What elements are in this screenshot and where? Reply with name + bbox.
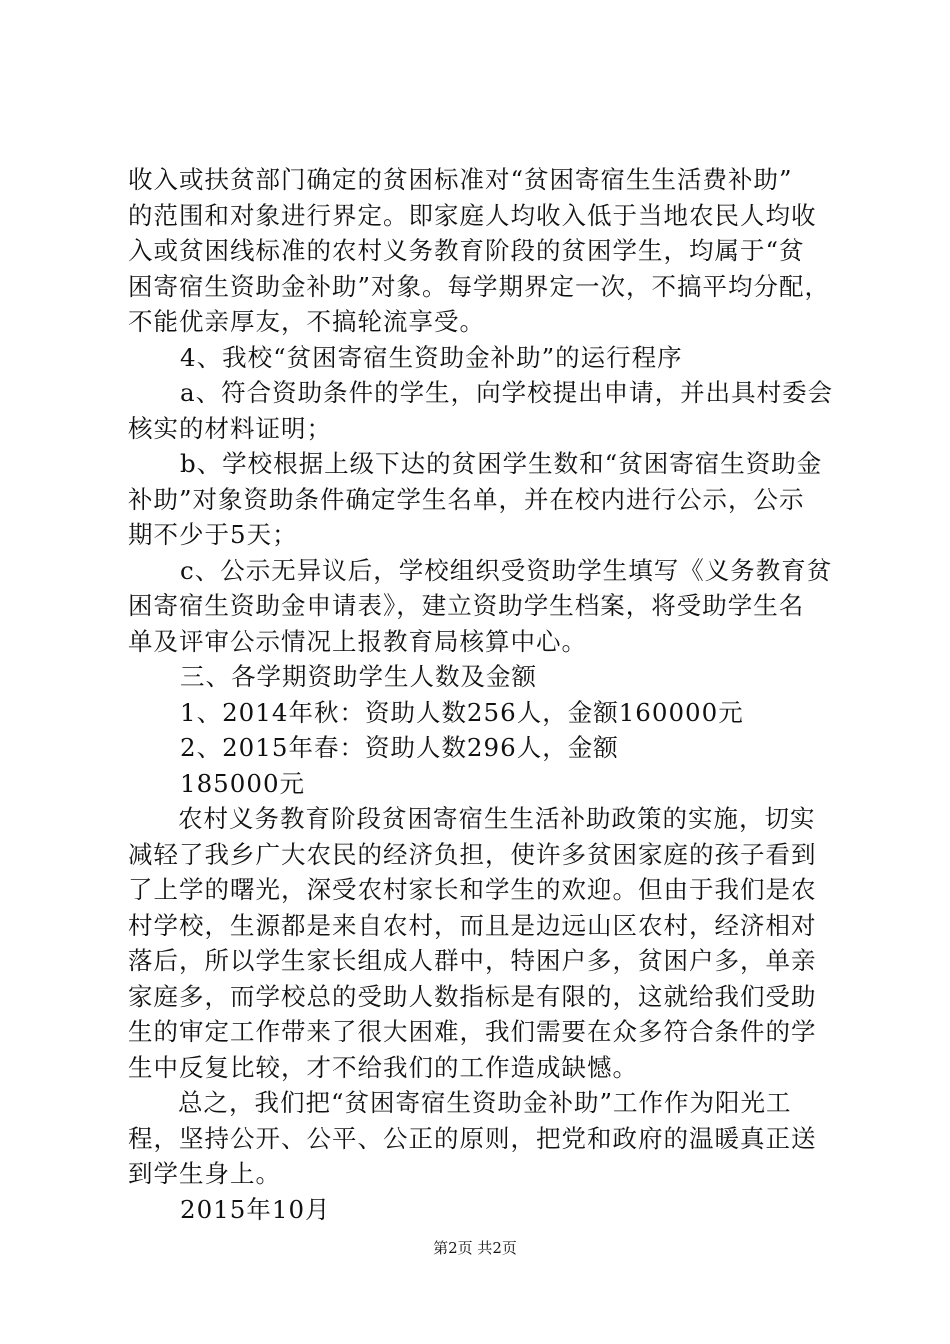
text-line: 村学校，生源都是来自农村，而且是边远山区农村，经济相对 xyxy=(128,910,817,940)
section-heading: 三、各学期资助学生人数及金额 xyxy=(180,662,537,691)
text-line: 总之，我们把“贫困寄宿生资助金补助”工作作为阳光工 xyxy=(178,1088,792,1117)
document-date: 2015年10月 xyxy=(180,1194,331,1224)
section-heading: 4、我校“贫困寄宿生资助金补助”的运行程序 xyxy=(180,342,683,372)
text-line: 1、2014年秋：资助人数256人，金额160000元 xyxy=(180,697,744,727)
text-line: 核实的材料证明； xyxy=(128,413,332,443)
text-line: 补助”对象资助条件确定学生名单，并在校内进行公示，公示 xyxy=(128,484,805,514)
text-line: 落后，所以学生家长组成人群中，特困户多，贫困户多，单亲 xyxy=(128,946,817,975)
text-line: 的范围和对象进行界定。即家庭人均收入低于当地农民人均收 xyxy=(128,200,817,230)
document-body xyxy=(128,162,834,1227)
text-line: 困寄宿生资助金申请表》，建立资助学生档案，将受助学生名 xyxy=(128,591,805,620)
text-line: 期不少于5天； xyxy=(128,520,298,549)
text-line: 了上学的曙光，深受农村家长和学生的欢迎。但由于我们是农 xyxy=(128,875,817,904)
page-number: 第2页 共2页 xyxy=(433,1239,517,1257)
text-line: a、符合资助条件的学生，向学校提出申请，并出具村委会 xyxy=(180,378,834,407)
text-line: 程，坚持公开、公平、公正的原则，把党和政府的温暖真正送 xyxy=(128,1123,817,1153)
text-line: 减轻了我乡广大农民的经济负担，使许多贫困家庭的孩子看到 xyxy=(128,839,817,869)
page-footer xyxy=(0,1238,950,1258)
text-line: 生中反复比较，才不给我们的工作造成缺憾。 xyxy=(128,1052,638,1082)
text-line: 困寄宿生资助金补助”对象。每学期界定一次，不搞平均分配， xyxy=(128,271,831,301)
text-line: 农村义务教育阶段贫困寄宿生生活补助政策的实施，切实 xyxy=(178,804,816,833)
text-line: 生的审定工作带来了很大困难，我们需要在众多符合条件的学 xyxy=(128,1017,817,1046)
text-line: 到学生身上。 xyxy=(128,1159,281,1188)
text-line: 单及评审公示情况上报教育局核算中心。 xyxy=(128,626,587,656)
text-line: 收入或扶贫部门确定的贫困标准对“贫困寄宿生生活费补助” xyxy=(128,165,793,194)
text-line: b、学校根据上级下达的贫困学生数和“贫困寄宿生资助金 xyxy=(180,449,823,478)
text-line: c、公示无异议后，学校组织受资助学生填写《义务教育贫 xyxy=(180,555,833,585)
text-line: 2、2015年春：资助人数296人，金额 xyxy=(180,733,619,762)
text-line: 入或贫困线标准的农村义务教育阶段的贫困学生，均属于“贫 xyxy=(128,236,805,265)
text-line: 185000元 xyxy=(180,768,306,798)
text-line: 不能优亲厚友，不搞轮流享受。 xyxy=(128,307,485,336)
text-line: 家庭多，而学校总的受助人数指标是有限的，这就给我们受助 xyxy=(128,981,817,1011)
